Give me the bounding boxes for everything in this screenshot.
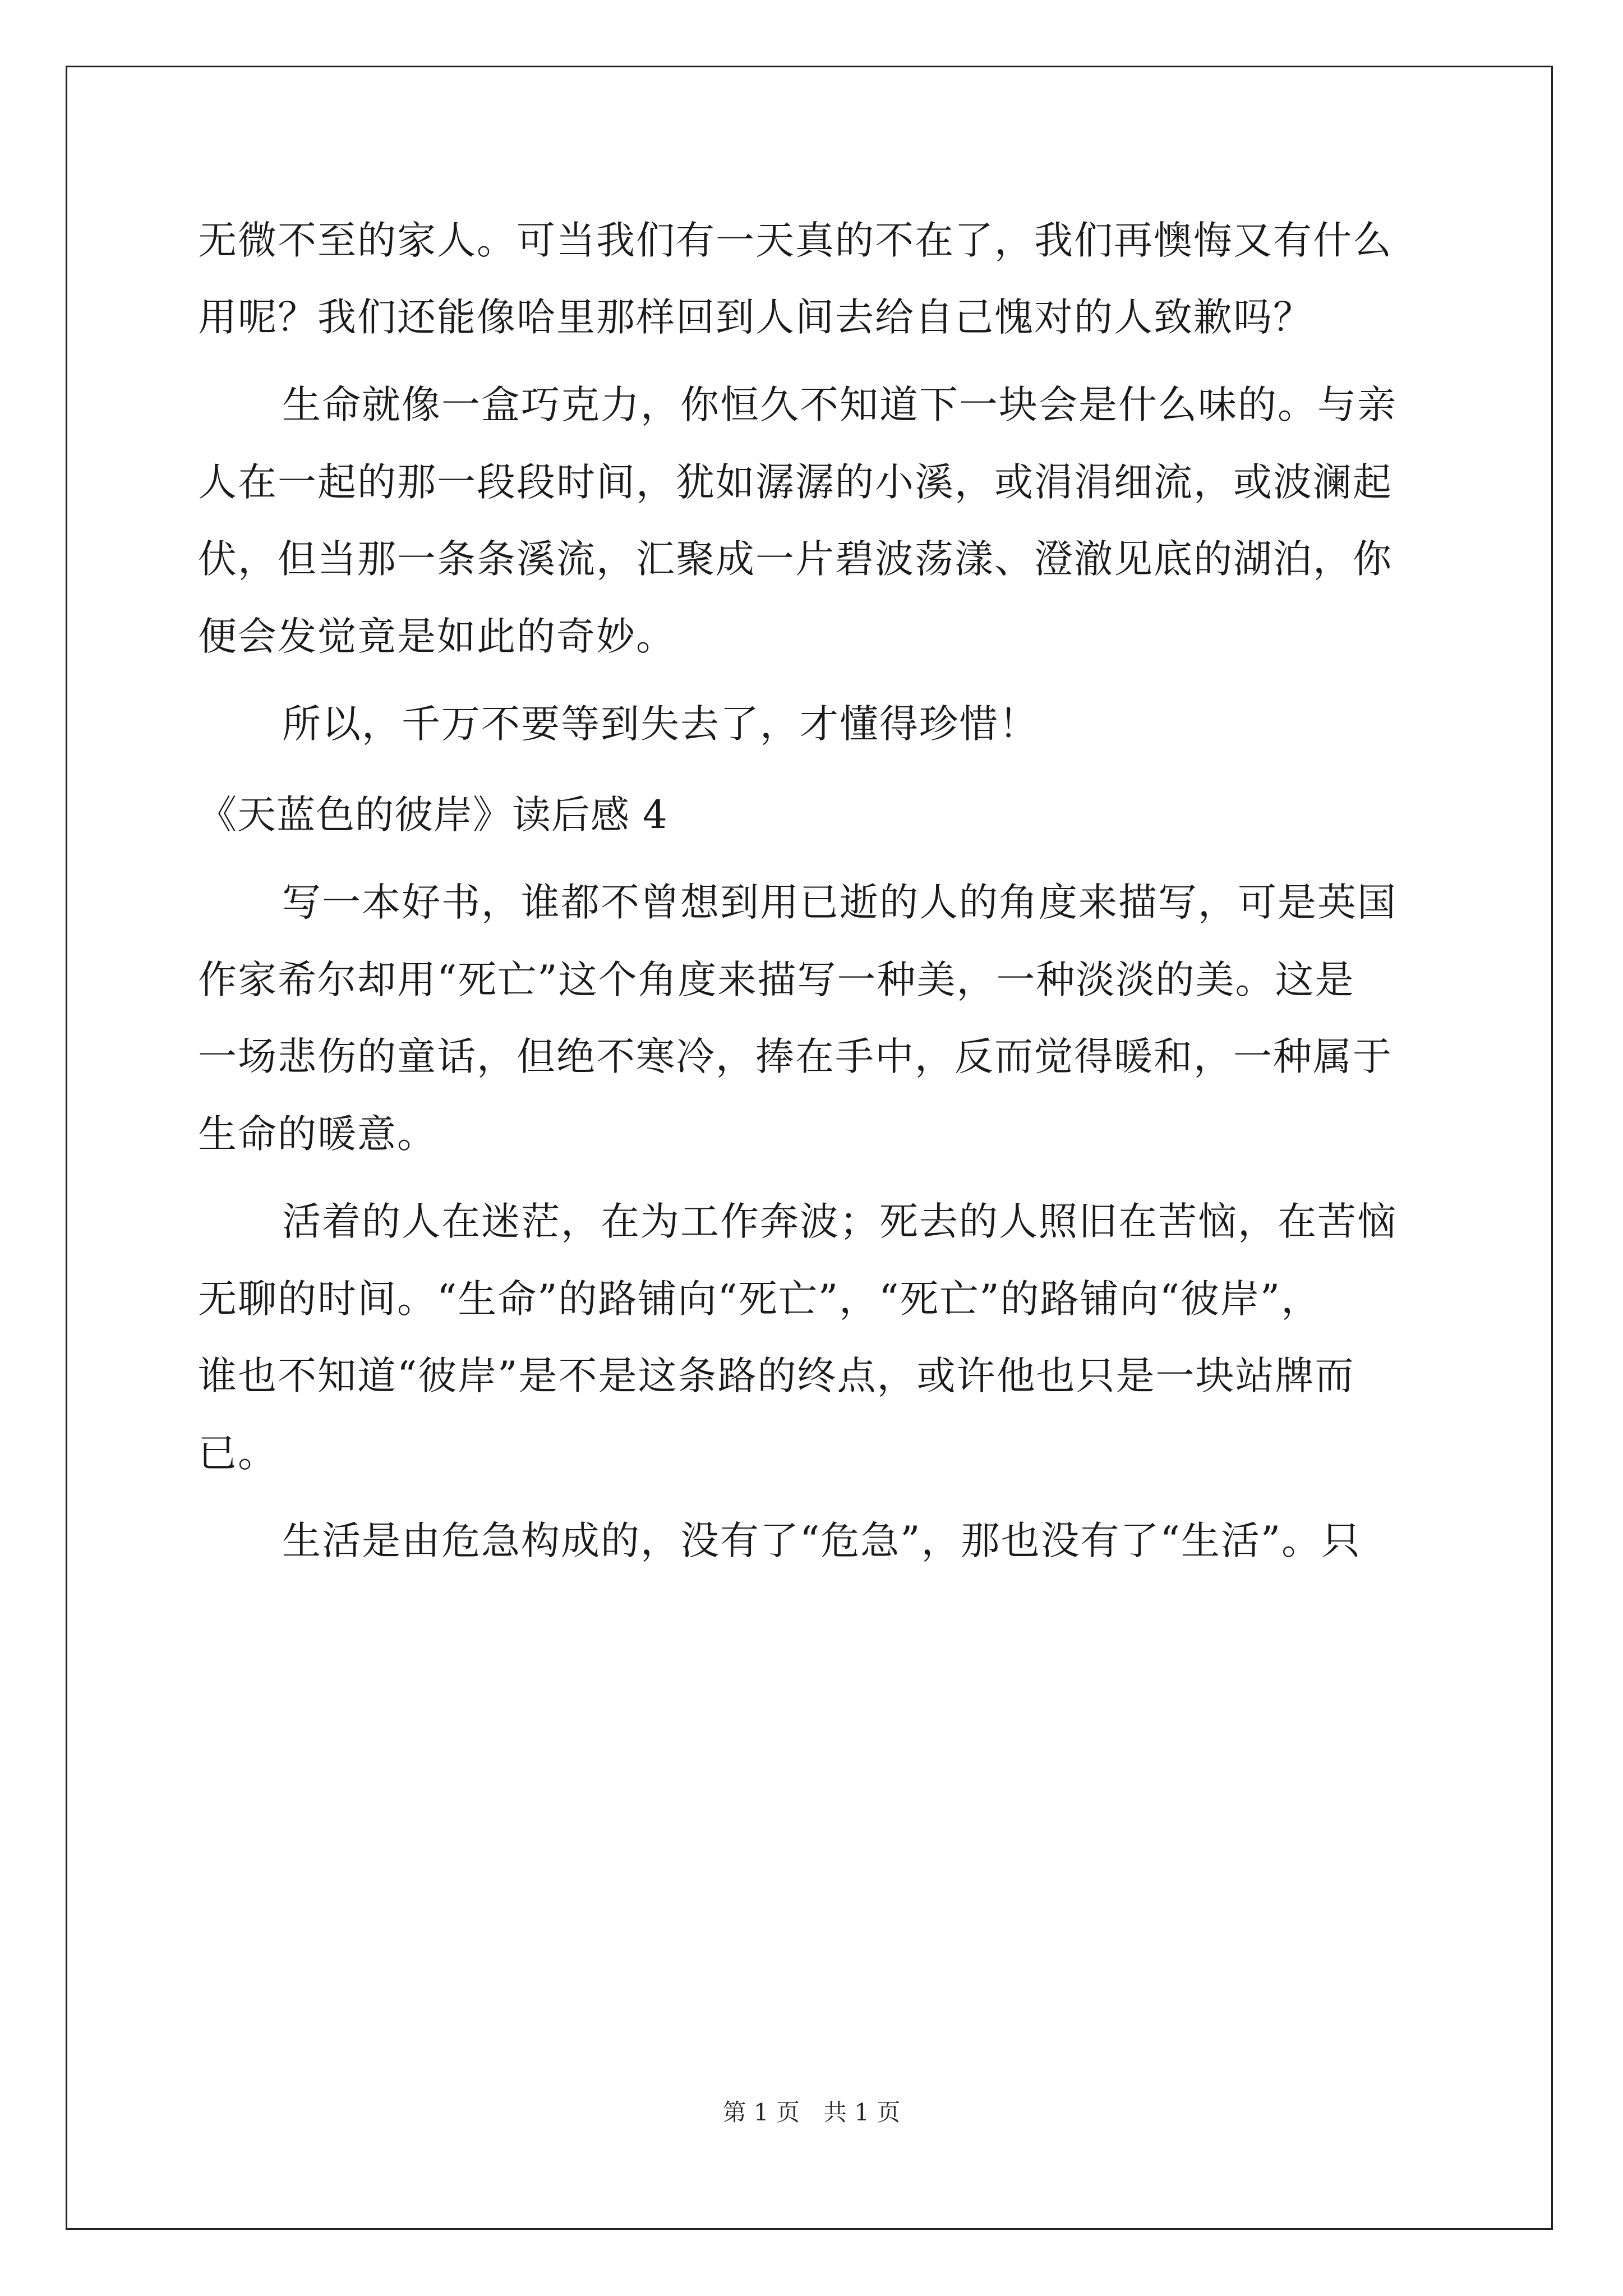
text-line: 已。 — [198, 1431, 278, 1476]
text-line: 生命的暖意。 — [198, 1112, 437, 1157]
paragraph-start: 写一本好书，谁都不曾想到用已逝的人的角度来描写，可是英国 — [282, 880, 1397, 925]
text-line: 谁也不知道“彼岸”是不是这条路的终点，或许他也只是一块站牌而 — [198, 1354, 1355, 1398]
text-line: 伏，但当那一条条溪流，汇聚成一片碧波荡漾、澄澈见底的湖泊，你 — [198, 537, 1393, 582]
paragraph-start: 活着的人在迷茫，在为工作奔波；死去的人照旧在苦恼，在苦恼 — [282, 1199, 1397, 1244]
text-line: 用呢？我们还能像哈里那样回到人间去给自己愧对的人致歉吗？ — [198, 295, 1313, 340]
text-line: 便会发觉竟是如此的奇妙。 — [198, 614, 676, 659]
paragraph-start: 生活是由危急构成的，没有了“危急”，那也没有了“生活”。只 — [282, 1519, 1362, 1563]
text-line: 人在一起的那一段段时间，犹如潺潺的小溪，或涓涓细流，或波澜起 — [198, 460, 1393, 505]
text-line: 无微不至的家人。可当我们有一天真的不在了，我们再懊悔又有什么 — [198, 218, 1393, 263]
paragraph-start: 生命就像一盒巧克力，你恒久不知道下一块会是什么味的。与亲 — [282, 383, 1397, 427]
text-line: 一场悲伤的童话，但绝不寒冷，捧在手中，反而觉得暖和，一种属于 — [198, 1034, 1393, 1079]
text-line: 无聊的时间。“生命”的路铺向“死亡”，“死亡”的路铺向“彼岸”， — [198, 1277, 1321, 1322]
section-heading: 《天蓝色的彼岸》读后感 4 — [198, 793, 668, 838]
page-footer: 第 1 页 共 1 页 — [722, 2099, 901, 2126]
text-line: 作家希尔却用“死亡”这个角度来描写一种美，一种淡淡的美。这是 — [198, 958, 1355, 1002]
paragraph-start: 所以，千万不要等到失去了，才懂得珍惜！ — [282, 702, 1039, 747]
